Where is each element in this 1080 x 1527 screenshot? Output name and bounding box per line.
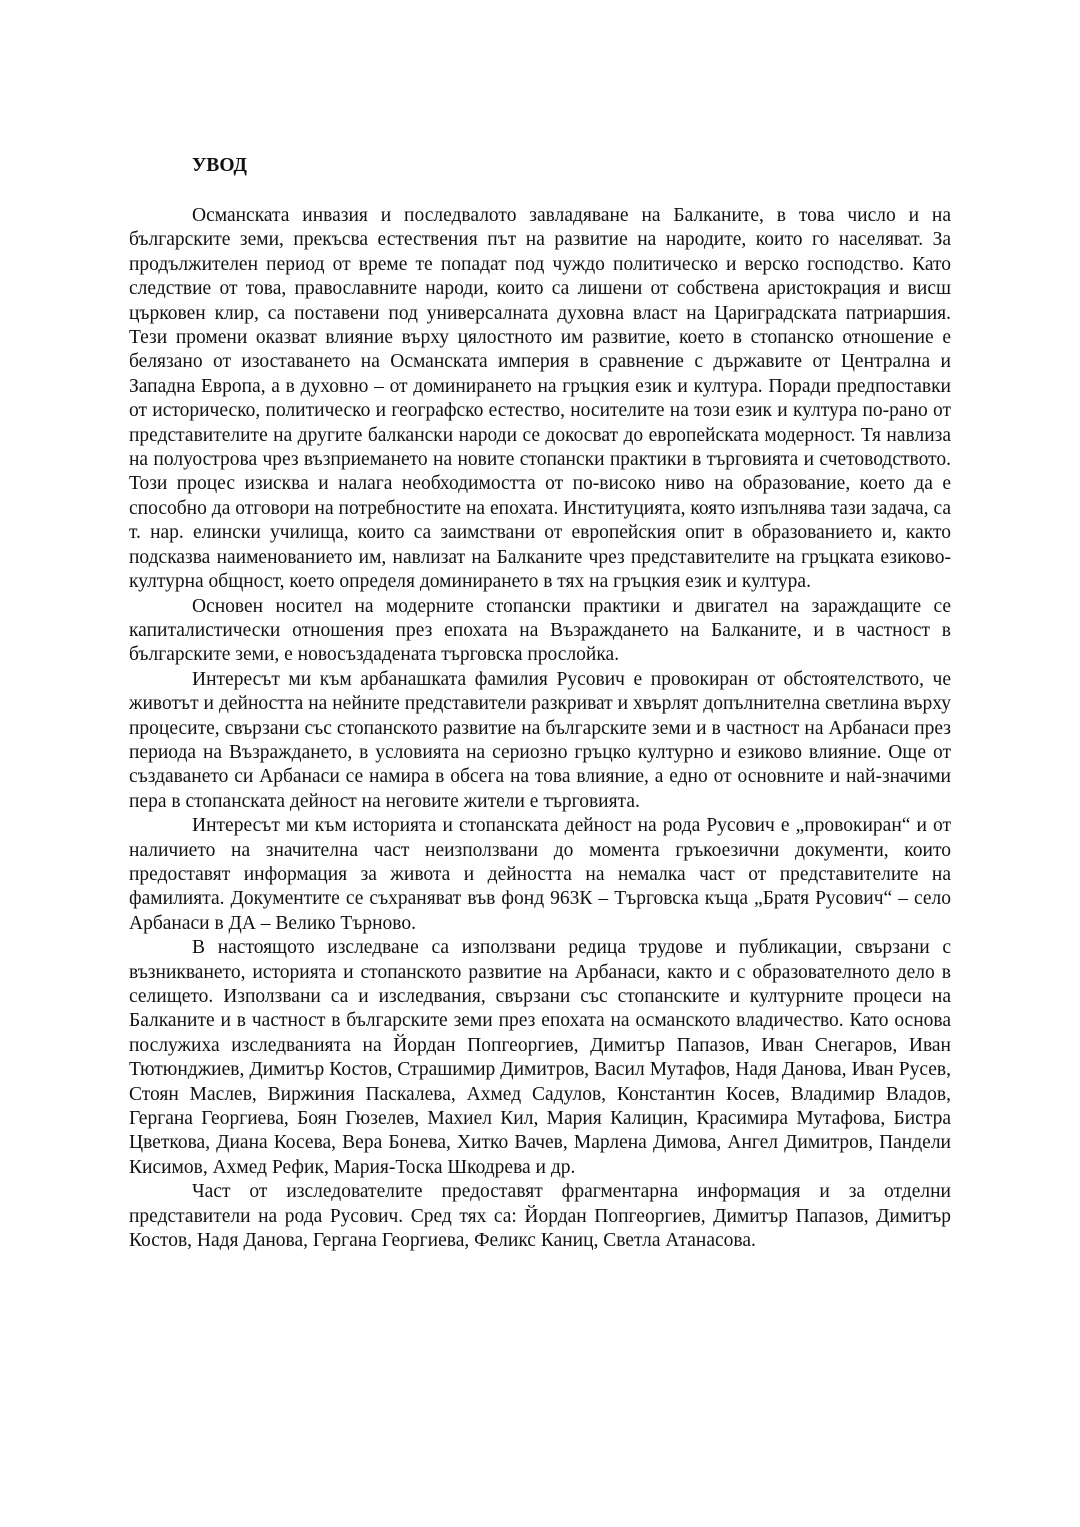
paragraph-greek-documents: Интересът ми към историята и стопанската дейност на рода Русович е „провокиран“ и от наличието на значителна част неизползвани до момента гръкоезични документи, които предоставят информация за живота и дейността на немалка част от представителите на фамилията. Документите се съхраняват във фонд 963К – Търговска къща „Братя Русович“ – село Арбанаси в ДА – Велико Търново. [129, 815, 951, 934]
document-body [129, 154, 951, 1253]
paragraph-literature-review: В настоящото изследване са използвани редица трудове и публикации, свързани с възникването, историята и стопанското развитие на Арбанаси, както и с образователното дело в селището. Използвани са и изследвания, свързани със стопанските и културните процеси на Балканите и в частност в българските земи през епохата на османското владичество. Като основа послужиха изследванията на Йордан Попгеоргиев, Димитър Папазов, Иван Снегаров, Иван Тютюнджиев, Димитър Костов, Страшимир Димитров, Васил Мутафов, Надя Данова, Иван Русев, Стоян Маслев, Виржиния Паскалева, Ахмед Садулов, Константин Косев, Владимир Владов, Гергана Георгиева, Боян Гюзелев, Махиел Кил, Мария Калицин, Красимира Мутафова, Бистра Цветкова, Диана Косева, Вера Бонева, Хитко Вачев, Марлена Димова, Ангел Димитров, Пандели Кисимов, Ахмед Рефик, Мария-Тоска Шкодрева и др. [129, 937, 951, 1178]
paragraph-merchant-class: Основен носител на модерните стопански практики и двигател на зараждащите се капиталистически отношения през епохата на Възраждането на Балканите, и в частност в българските земи, е новосъздадената търговска прослойка. [129, 595, 951, 666]
paragraph-rusovich-interest: Интересът ми към арбанашката фамилия Русович е провокиран от обстоятелството, че животът и дейността на нейните представители разкриват и хвърлят допълнителна светлина върху процесите, свързани със стопанското развитие на българските земи и в частност на Арбанаси през периода на Възраждането, в условията на сериозно гръцко културно и езиково влияние. Още от създаването си Арбанаси се намира в обсега на това влияние, а едно от основните и най-значими пера в стопанската дейност на неговите жители е търговията. [129, 668, 951, 812]
paragraph-ottoman-invasion: Османската инвазия и последвалото завладяване на Балканите, в това число и на българските земи, прекъсва естествения път на развитие на народите, които го населяват. За продължителен период от време те попадат под чуждо политическо и верско господство. Като следствие от това, православните народи, които са лишени от собствена аристокрация и висш църковен клир, са поставени под универсалната духовна власт на Цариградската патриаршия. Тези промени оказват влияние върху цялостното им развитие, което в стопанско отношение е белязано от изоставането на Османската империя в сравнение с държавите от Централна и Западна Европа, а в духовно – от доминирането на гръцкия език и култура. Поради предпоставки от историческо, политическо и географско естество, носителите на този език и култура по-рано от представителите на другите балкански народи се докосват до европейската модерност. Тя навлиза на полуострова чрез възприемането на новите стопански практики в търговията и счетоводството. Този процес изисква и налага необходимостта от по-високо ниво на образование, което да е способно да отговори на потребностите на епохата. Институцията, която изпълнява тази задача, са т. нар. елински училища, които са заимствани от европейския опит в образованието и, както подсказва наименованието им, навлизат на Балканите чрез представителите на гръцката езиково-културна общност, което определя доминирането в тях на гръцкия език и култура. [129, 205, 951, 593]
paragraph-researchers: Част от изследователите предоставят фрагментарна информация и за отделни представители на рода Русович. Сред тях са: Йордан Попгеоргиев, Димитър Папазов, Димитър Костов, Надя Данова, Гергана Георгиева, Феликс Каниц, Светла Атанасова. [129, 1181, 951, 1252]
section-heading: УВОД [192, 155, 247, 176]
